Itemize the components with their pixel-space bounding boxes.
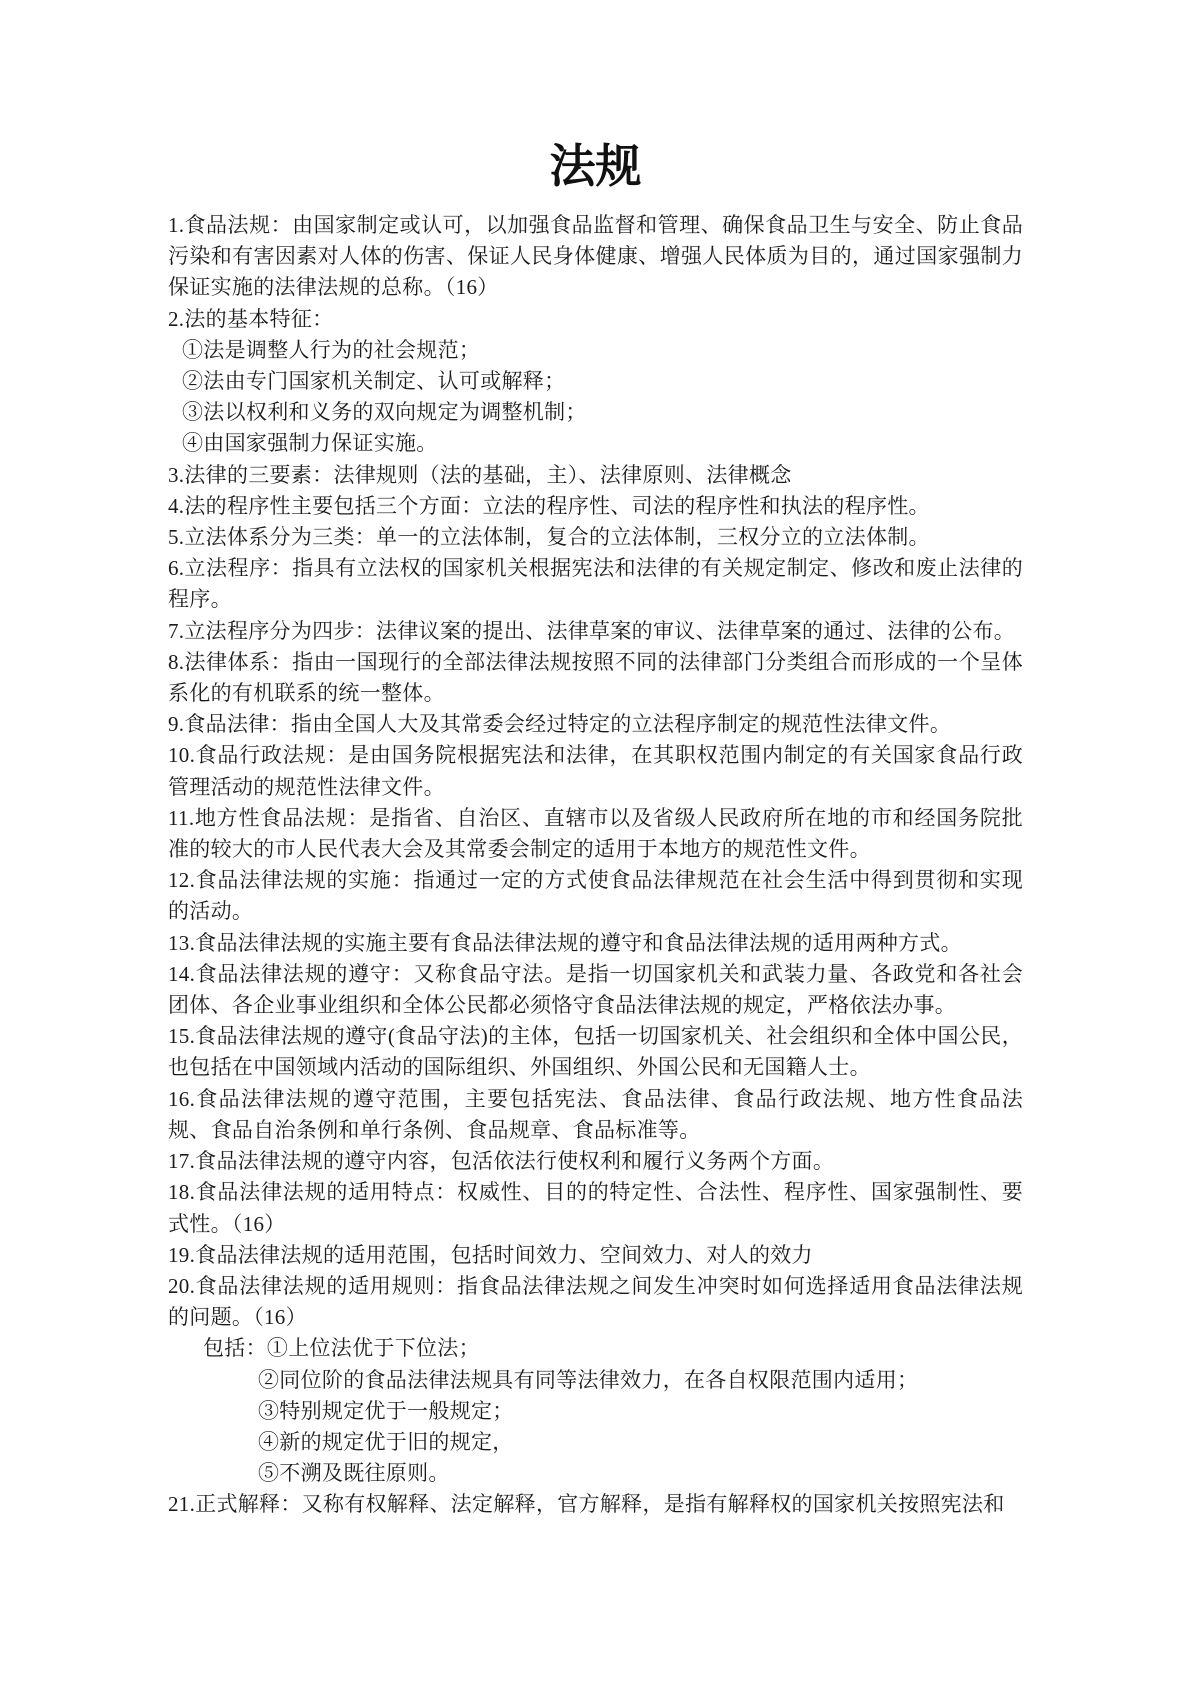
item-1: 1.食品法规：由国家制定或认可，以加强食品监督和管理、确保食品卫生与安全、防止食品污染和有害因素对人体的伤害、保证人民身体健康、增强人民体质为目的，通过国家强制力保证实施的法律法规的总称。（16）	[168, 213, 1023, 300]
item-2-sub-4: ④由国家强制力保证实施。	[182, 431, 438, 456]
item-17: 17.食品法律法规的遵守内容，包活依法行使权利和履行义务两个方面。	[168, 1149, 835, 1174]
item-4: 4.法的程序性主要包括三个方面：立法的程序性、司法的程序性和执法的程序性。	[168, 493, 930, 518]
page-title: 法规	[549, 141, 642, 192]
item-2-sub-2: ②法由专门国家机关制定、认可或解释；	[182, 369, 566, 394]
item-20-include: 包括：①上位法优于下位法；	[203, 1336, 480, 1361]
item-10: 10.食品行政法规：是由国务院根据宪法和法律，在其职权范围内制定的有关国家食品行政管理活动的规范性法律文件。	[168, 743, 1023, 799]
item-20-sub-4: ④新的规定优于旧的规定，	[258, 1429, 514, 1454]
item-11: 11.地方性食品法规：是指省、自治区、直辖市以及省级人民政府所在地的市和经国务院批准的较大的市人民代表大会及其常委会制定的适用于本地方的规范性文件。	[168, 805, 1023, 862]
item-13: 13.食品法律法规的实施主要有食品法律法规的遵守和食品法律法规的适用两种方式。	[168, 930, 962, 955]
item-20-sub-2: ②同位阶的食品法律法规具有同等法律效力，在各自权限范围内适用；	[258, 1367, 919, 1392]
item-6: 6.立法程序：指具有立法权的国家机关根据宪法和法律的有关规定制定、修改和废止法律的程序。	[168, 556, 1023, 612]
item-21: 21.正式解释：又称有权解释、法定解释，官方解释，是指有解释权的国家机关按照宪法和	[168, 1492, 1005, 1517]
item-20-sub-5: ⑤不溯及既往原则。	[258, 1461, 450, 1486]
item-15: 15.食品法律法规的遵守(食品守法)的主体，包括一切国家机关、社会组织和全体中国公民，也包括在中国领域内活动的国际组织、外国组织、外国公民和无国籍人士。	[168, 1024, 1023, 1080]
item-2-sub-1: ①法是调整人行为的社会规范；	[182, 337, 481, 362]
item-5: 5.立法体系分为三类：单一的立法体制，复合的立法体制，三权分立的立法体制。	[168, 525, 930, 550]
item-16: 16.食品法律法规的遵守范围，主要包括宪法、食品法律、食品行政法规、地方性食品法规、食品自治条例和单行条例、食品规章、食品标准等。	[168, 1086, 1023, 1142]
item-3: 3.法律的三要素：法律规则（法的基础，主）、法律原则、法律概念	[168, 462, 792, 487]
item-20: 20.食品法律法规的适用规则：指食品法律法规之间发生冲突时如何选择适用食品法律法规的问题。（16）	[168, 1273, 1023, 1330]
item-19: 19.食品法律法规的适用范围，包括时间效力、空间效力、对人的效力	[168, 1242, 813, 1267]
item-12: 12.食品法律法规的实施：指通过一定的方式使食品法律规范在社会生活中得到贯彻和实现的活动。	[168, 868, 1023, 924]
item-8: 8.法律体系：指由一国现行的全部法律法规按照不同的法律部门分类组合而形成的一个呈体系化的有机联系的统一整体。	[168, 649, 1023, 706]
item-14: 14.食品法律法规的遵守：又称食品守法。是指一切国家机关和武装力量、各政党和各社会团体、各企业事业组织和全体公民都必须恪守食品法律法规的规定，严格依法办事。	[168, 961, 1023, 1018]
item-20-sub-3: ③特别规定优于一般规定；	[258, 1398, 514, 1423]
item-2: 2.法的基本特征：	[168, 306, 334, 331]
item-9: 9.食品法律：指由全国人大及其常委会经过特定的立法程序制定的规范性法律文件。	[168, 712, 952, 737]
item-7: 7.立法程序分为四步：法律议案的提出、法律草案的审议、法律草案的通过、法律的公布。	[168, 618, 1016, 643]
item-18: 18.食品法律法规的适用特点：权威性、目的的特定性、合法性、程序性、国家强制性、要式性。（16）	[168, 1180, 1023, 1236]
item-2-sub-3: ③法以权利和义务的双向规定为调整机制；	[182, 400, 587, 425]
